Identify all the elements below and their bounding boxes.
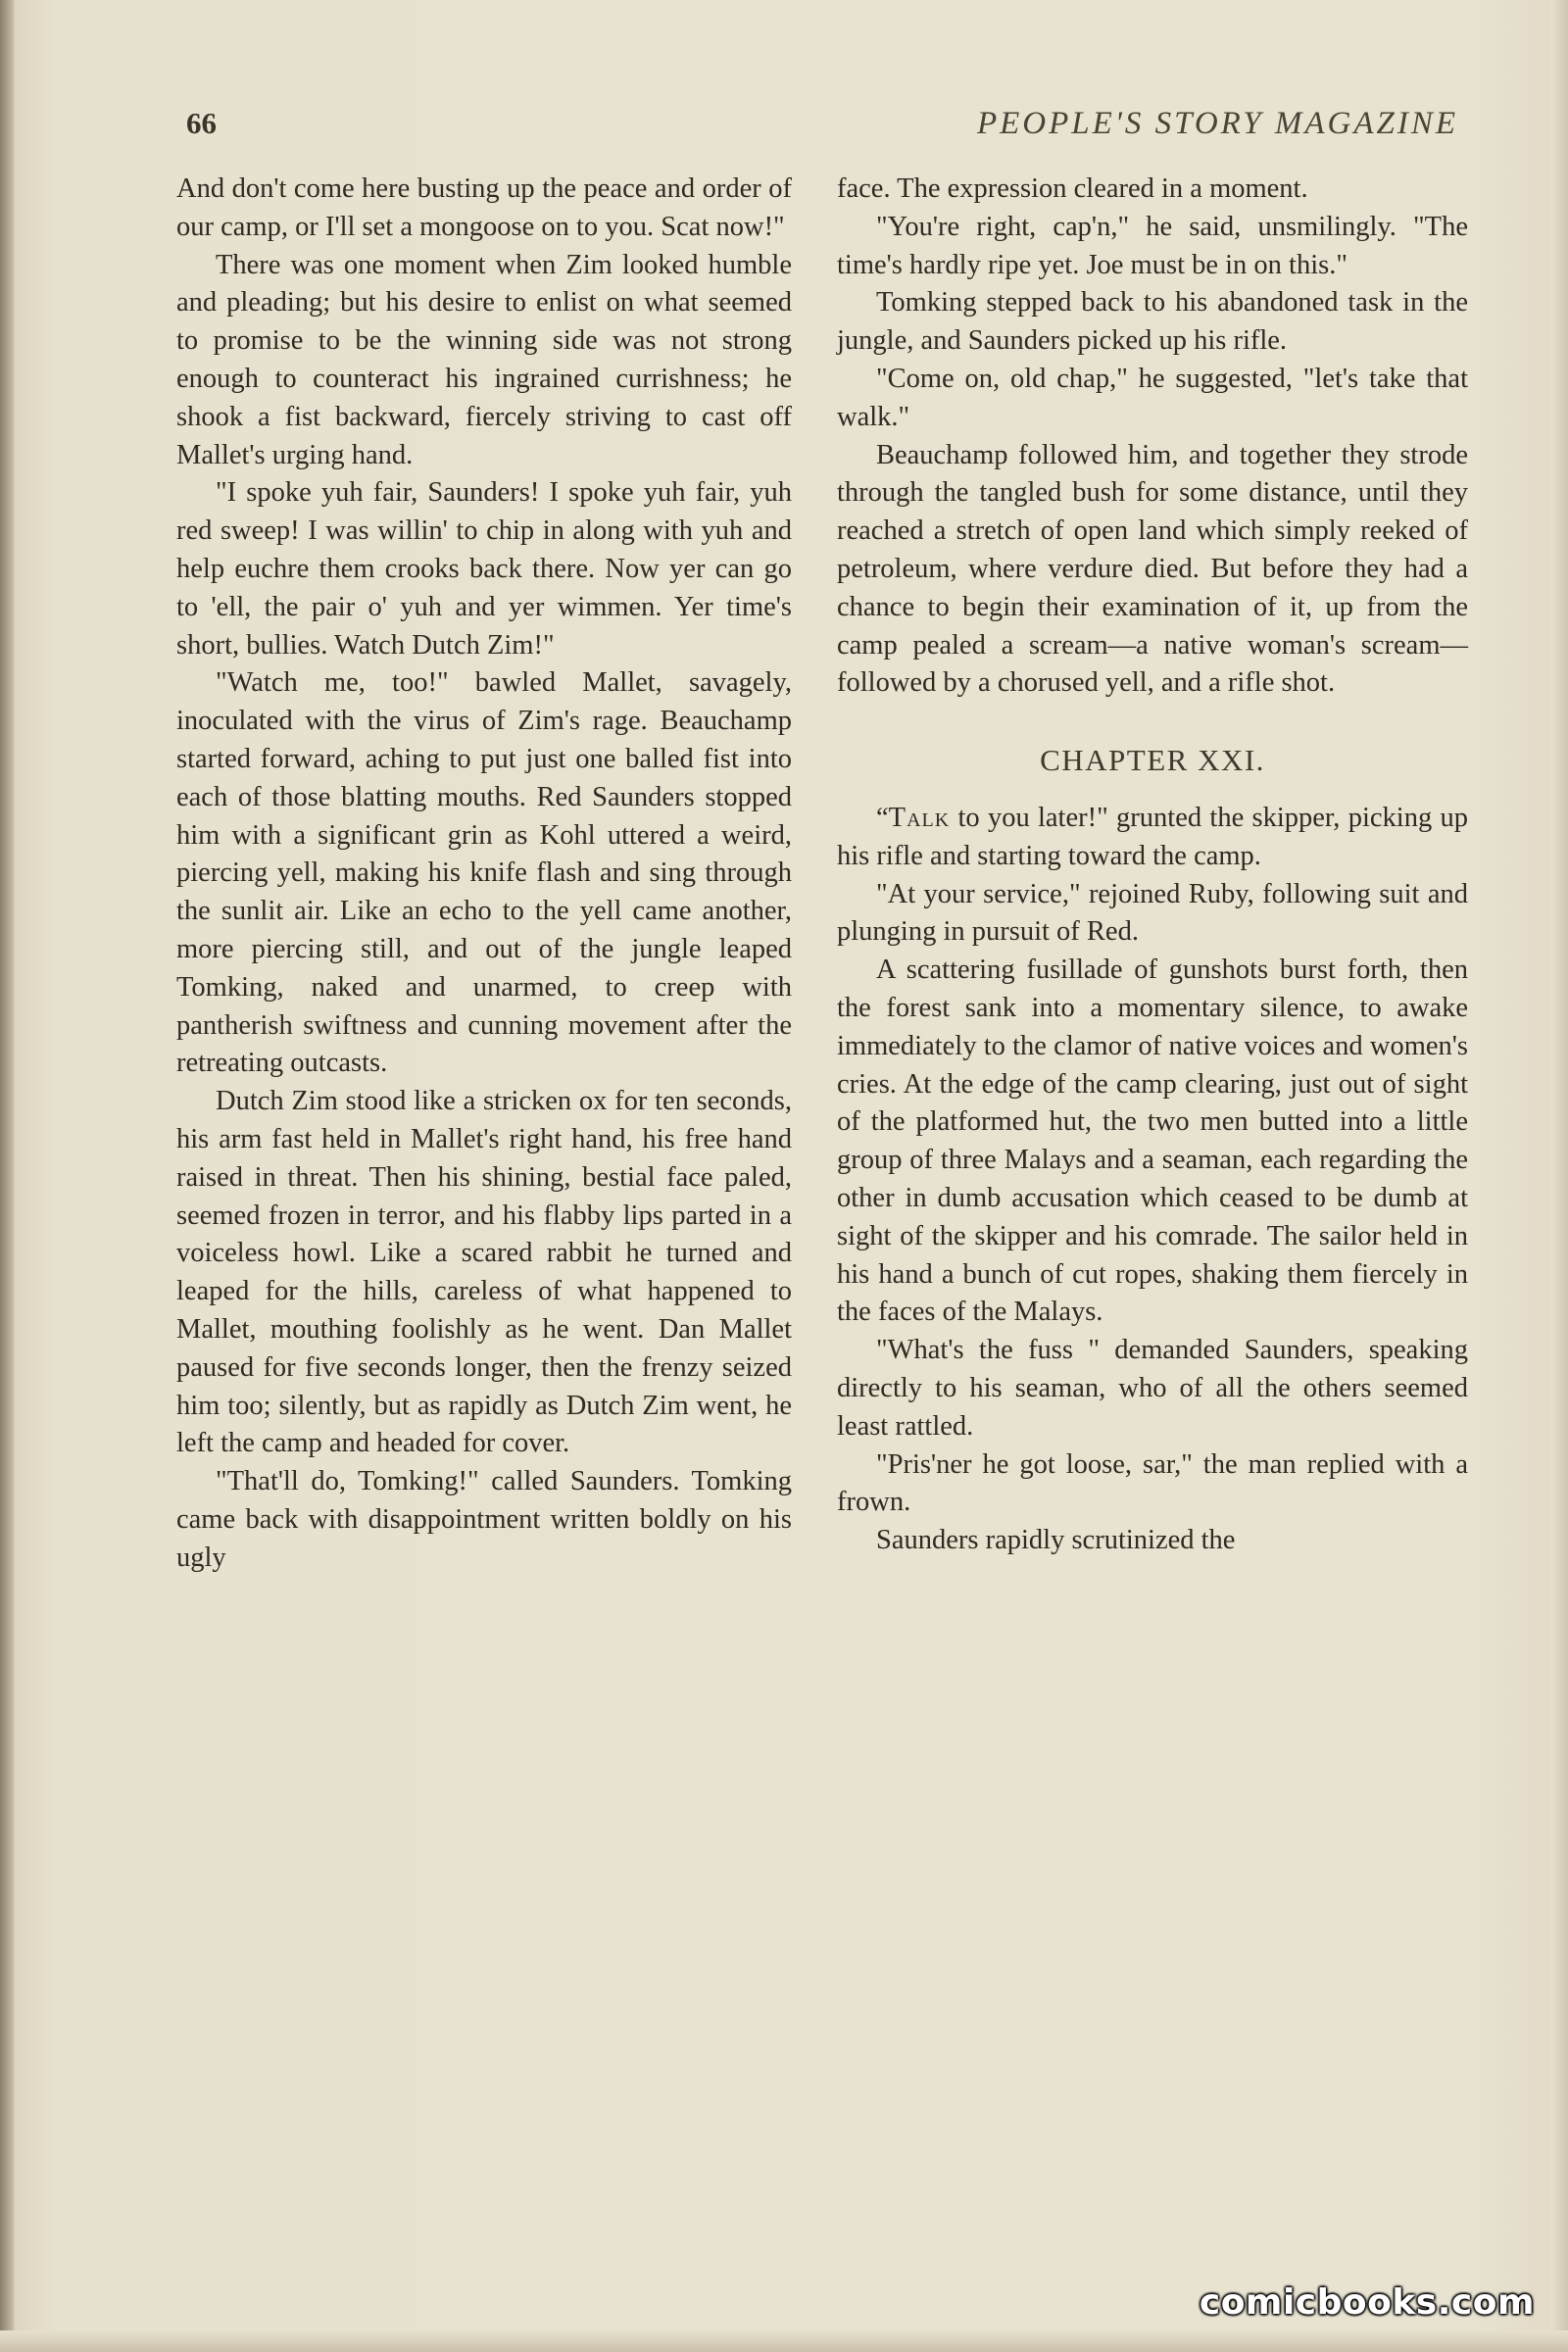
paragraph: There was one moment when Zim looked humble and pleading; but his desire to enlist on what seemed to promise to be the winning side was not strong enough to counteract his ingrained currishness; he shook a fist backward, fiercely striving to cast off Mallet's urging hand. [176,249,792,470]
paragraph: "At your service," rejoined Ruby, following suit and plunging in pursuit of Red. [837,878,1468,948]
chapter-opening-paragraph: “Talk to you later!" grunted the skipper, picking up his rifle and starting toward the camp. [837,802,1468,871]
paragraph: A scattering fusillade of gunshots burst forth, then the forest sank into a momentary silence, to awake immediately to the clamor of native voices and women's cries. At the edge of the camp clearing, just out of sight of the platformed hut, the two men butted into a little group of three Malays and a seaman, each regarding the other in dumb accusation which ceased to be dumb at sight of the skipper and his comrade. The sailor held in his hand a bunch of cut ropes, shaking them fiercely in the faces of the Malays. [837,955,1468,1328]
page-right-edge [1550,0,1568,2352]
running-head: PEOPLE'S STORY MAGAZINE [976,106,1458,141]
paragraph: "What's the fuss " demanded Saunders, speaking directly to his seaman, who of all the others seemed least rattled. [837,1335,1468,1442]
left-column [176,171,792,1577]
paragraph: face. The expression cleared in a moment. [837,173,1308,204]
chapter-heading: CHAPTER XXI. [1040,743,1265,778]
paragraph: "You're right, cap'n," he said, unsmilingly. "The time's hardly ripe yet. Joe must be in on this." [837,211,1468,280]
paragraph: Saunders rapidly scrutinized the [876,1525,1236,1556]
chapter-first-word: Talk [888,802,951,833]
paragraph: Dutch Zim stood like a stricken ox for ten seconds, his arm fast held in Mallet's right hand, his free hand raised in threat. Then his shining, bestial face paled, seemed frozen in terror, and his flabby lips parted in a voiceless howl. Like a scared rabbit he turned and leaped for the hills, careless of what happened to Mallet, mouthing foolishly as he went. Dan Mallet paused for five seconds longer, then the frenzy seized him too; silently, but as rapidly as Dutch Zim went, he left the camp and headed for cover. [176,1086,792,1459]
page-number: 66 [186,106,217,140]
paragraph: "Watch me, too!" bawled Mallet, savagely, inoculated with the virus of Zim's rage. Beauchamp started forward, aching to put just one balled fist into each of those blatting mouths. Red Saunders stopped him with a significant grin as Kohl uttered a weird, piercing yell, making his knife flash and sing through the sunlit air. Like an echo to the yell came another, more piercing still, and out of the jungle leaped Tomking, naked and unarmed, to creep with pantherish swiftness and cunning movement after the retreating outcasts. [176,667,792,1079]
right-column [837,171,1468,1560]
page-bottom-edge [0,2330,1568,2352]
page-header [186,106,1458,161]
chapter-opening-text: to you later!" grunted the skipper, picking up his rifle and starting toward the camp. [837,802,1468,871]
paragraph: And don't come here busting up the peace and order of our camp, or I'll set a mongoose on to you. Scat now!" [176,173,792,242]
binding-edge [0,0,14,2352]
paragraph: "Pris'ner he got loose, sar," the man replied with a frown. [837,1448,1468,1518]
paragraph: Tomking stepped back to his abandoned task in the jungle, and Saunders picked up his rifle. [837,287,1468,357]
site-watermark: comicbooks.com [1199,2282,1535,2323]
paragraph: "I spoke yuh fair, Saunders! I spoke yuh fair, yuh red sweep! I was willin' to chip in along with yuh and help euchre them crooks back there. Now yer can go to 'ell, the pair o' yuh and yer wimmen. Yer time's short, bullies. Watch Dutch Zim!" [176,477,792,661]
paragraph: "Come on, old chap," he suggested, "let's take that walk." [837,363,1468,432]
paragraph: "That'll do, Tomking!" called Saunders. Tomking came back with disappointment written boldly on his ugly [176,1466,792,1573]
paragraph: Beauchamp followed him, and together they strode through the tangled bush for some distance, until they reached a stretch of open land which simply reeked of petroleum, where verdure died. But before they had a chance to begin their examination of it, up from the camp pealed a scream—a native woman's scream—followed by a chorused yell, and a rifle shot. [837,439,1468,699]
